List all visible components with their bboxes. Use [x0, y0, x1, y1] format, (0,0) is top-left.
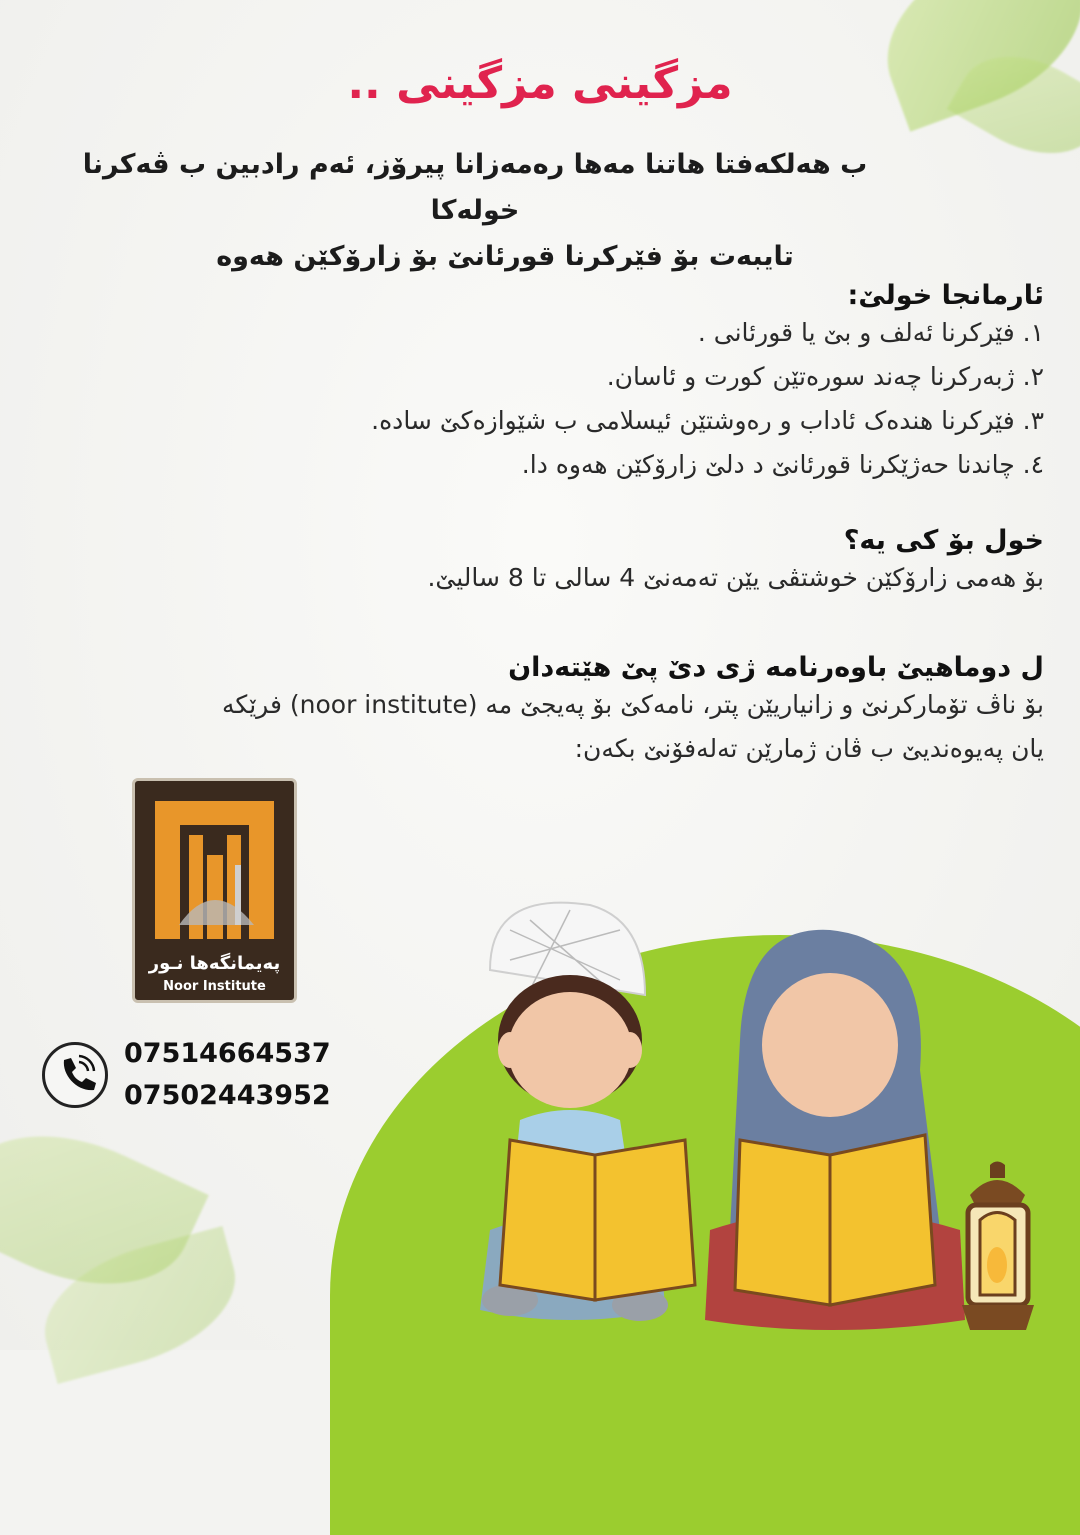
- certificate-text: بۆ ناڤ تۆمارکرنێ و زانیاریێن پتر، نامەکێ بۆ پەیجێ مە (noor institute) فرێکە: [222, 690, 1044, 719]
- intro-text: [60, 142, 890, 280]
- certificate-text: یان پەیوەندیێ ب ڤان ژمارێن تەلەفۆنێ بکەن:: [574, 734, 1044, 763]
- certificate-heading: ل دوماهیێ باوەرنامە ژی دێ پێ هێتەدان: [508, 652, 1044, 683]
- certificate-section: [144, 652, 1044, 771]
- intro-line: ب هەلکەفتا هاتنا مەها رەمەزانا پیرۆز، ئەم رادبین ب ڤەکرنا خولەکا: [82, 149, 868, 226]
- phone-number[interactable]: 07502443952: [124, 1080, 331, 1111]
- girl-book: [735, 1135, 935, 1305]
- logo-name-arabic: پەیمانگەها نـور: [148, 953, 281, 974]
- goal-item: ١. فێرکرنا ئەلف و بێ یا قورئانی .: [697, 318, 1044, 347]
- intro-line: تایبەت بۆ فێرکرنا قورئانێ بۆ زارۆکێن هەوە: [216, 241, 794, 272]
- page-title: مزگینی مزگینی ..: [347, 58, 733, 109]
- phone-icon: [42, 1042, 108, 1108]
- goals-section: [164, 280, 1044, 487]
- noor-institute-logo: [132, 778, 297, 1003]
- logo-emblem-icon: [149, 795, 280, 945]
- goal-item: ٤. چاندنا حەژێکرنا قورئانێ د دلێ زارۆکێن هەوە دا.: [521, 450, 1044, 479]
- audience-heading: خول بۆ کی یە؟: [843, 525, 1044, 556]
- lantern-icon: [950, 1160, 1045, 1350]
- audience-section: [164, 525, 1044, 600]
- phone-number[interactable]: 07514664537: [124, 1038, 331, 1069]
- goal-item: ٣. فێرکرنا هندەک ئاداب و رەوشتێن ئیسلامی ب شێوازەکێ سادە.: [371, 406, 1044, 435]
- audience-text: بۆ هەمی زارۆکێن خوشتڤی یێن تەمەنێ 4 سالی تا 8 سالیێ.: [427, 563, 1044, 592]
- goals-heading: ئارمانجا خولێ:: [847, 280, 1044, 311]
- logo-name-english: Noor Institute: [163, 979, 266, 994]
- goal-item: ٢. ژبەرکرنا چەند سورەتێن کورت و ئاسان.: [606, 362, 1044, 391]
- phone-icon: [45, 1045, 105, 1105]
- children-reading-illustration: [470, 900, 970, 1340]
- boy-book: [500, 1140, 695, 1300]
